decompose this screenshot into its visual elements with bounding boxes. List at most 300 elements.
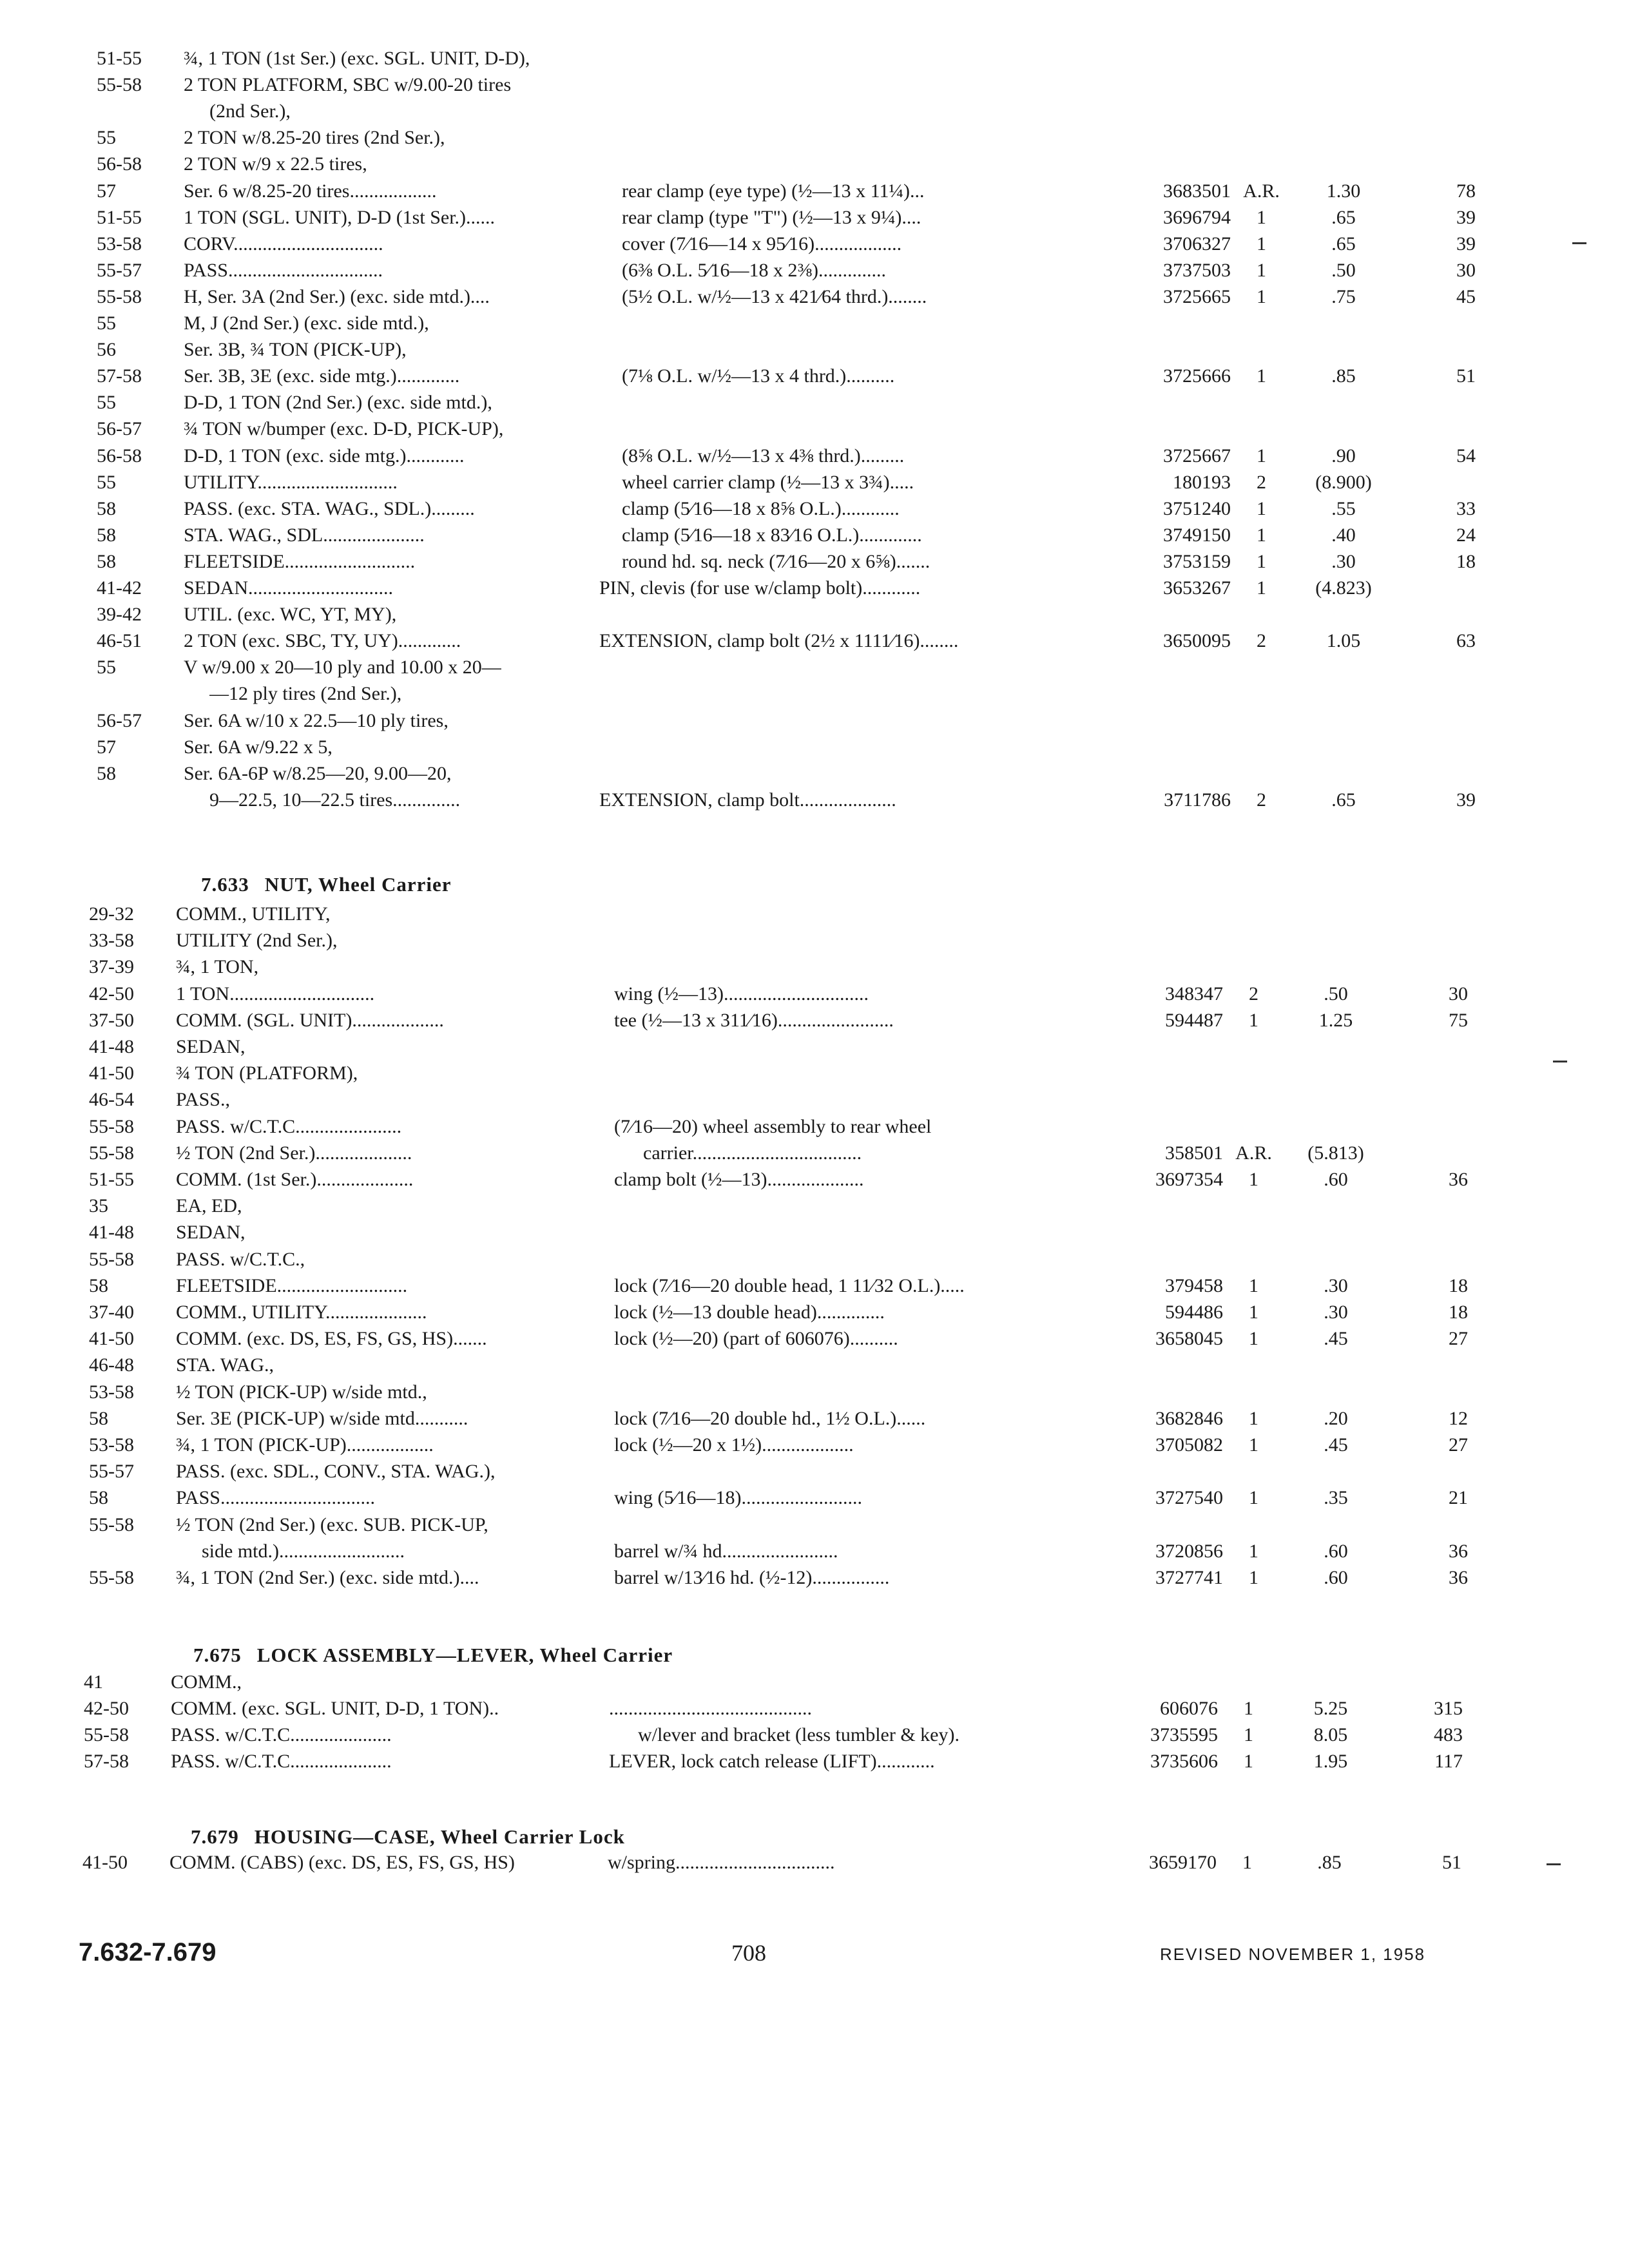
row-part-number: 3658045 [1155, 1328, 1223, 1350]
row-description: PASS., [176, 1089, 230, 1111]
table-row [0, 1722, 1616, 1749]
row-year: 39-42 [97, 604, 142, 626]
row-price: .50 [1324, 983, 1348, 1004]
row-labor: 63 [1456, 630, 1476, 652]
table-row [0, 443, 1629, 470]
row-labor: 27 [1449, 1328, 1468, 1350]
row-labor: 30 [1449, 983, 1468, 1004]
row-price: .30 [1324, 1302, 1348, 1323]
section-title: HOUSING—CASE, Wheel Carrier Lock [254, 1825, 625, 1848]
row-description: D-D, 1 TON (2nd Ser.) (exc. side mtd.), [184, 392, 492, 414]
row-description: COMM., [171, 1671, 242, 1693]
table-row [0, 760, 1629, 787]
row-year: 51-55 [89, 1169, 134, 1190]
row-year: 58 [89, 1407, 108, 1429]
row-description: 2 TON w/9 x 22.5 tires, [184, 153, 367, 175]
table-row [0, 1512, 1621, 1539]
row-year: 55 [97, 471, 116, 493]
row-part-number: 3727741 [1155, 1567, 1223, 1588]
table-row [0, 178, 1629, 205]
row-description: EA, ED, [176, 1195, 242, 1217]
margin-mark [1547, 1863, 1561, 1865]
table-row [0, 1849, 1615, 1876]
row-year: 56 [97, 339, 116, 361]
row-price: 1.05 [1326, 630, 1361, 652]
table-row [0, 151, 1629, 178]
row-labor: 36 [1449, 1567, 1468, 1588]
table-row [0, 1219, 1621, 1246]
row-part-number: 3725667 [1163, 445, 1231, 466]
row-part-number: 3653267 [1163, 577, 1231, 599]
row-part-number: 3725665 [1163, 285, 1231, 307]
row-labor: 45 [1456, 285, 1476, 307]
row-description: COMM., UTILITY, [176, 903, 331, 925]
section-title: LOCK ASSEMBLY—LEVER, Wheel Carrier [256, 1644, 673, 1666]
row-part-description: lock (7⁄16—20 double hd., 1½ O.L.)...... [614, 1407, 926, 1429]
row-price: .40 [1331, 524, 1356, 546]
row-labor: 36 [1449, 1540, 1468, 1562]
table-row [0, 469, 1629, 496]
row-price: .35 [1324, 1487, 1348, 1509]
row-description: COMM. (exc. DS, ES, FS, GS, HS)....... [176, 1328, 487, 1350]
table-row [0, 1325, 1621, 1352]
table-row [0, 1060, 1621, 1087]
row-part-number: 3753159 [1163, 550, 1231, 572]
row-year: 57 [97, 180, 116, 202]
row-year: 55-57 [89, 1461, 134, 1483]
table-row [0, 1748, 1616, 1775]
table-row [0, 389, 1629, 416]
row-description: CORV............................... [184, 233, 383, 255]
row-labor: 39 [1456, 206, 1476, 228]
row-part-number: 3749150 [1163, 524, 1231, 546]
row-description: STA. WAG., [176, 1354, 275, 1376]
row-price: 1.95 [1313, 1751, 1348, 1772]
table-row [0, 575, 1629, 602]
row-description: ¾ TON (PLATFORM), [176, 1062, 358, 1084]
row-year: 42-50 [84, 1698, 129, 1719]
row-year: 55-58 [97, 74, 142, 96]
row-year: 55 [97, 127, 116, 149]
row-quantity: 2 [1257, 471, 1266, 493]
table-row [0, 257, 1629, 284]
table-row [0, 1273, 1621, 1300]
table-row [0, 1538, 1621, 1565]
table-row [0, 901, 1621, 928]
row-labor: 51 [1442, 1852, 1461, 1873]
row-year: 56-57 [97, 418, 142, 440]
table-row [0, 231, 1629, 258]
row-year: 41-50 [89, 1328, 134, 1350]
section-range: 7.632-7.679 [79, 1938, 217, 1966]
table-row [0, 927, 1621, 954]
table-row [0, 495, 1629, 523]
table-row [0, 1352, 1621, 1379]
row-year: 56-58 [97, 445, 142, 466]
table-row [0, 981, 1621, 1008]
table-row [0, 1299, 1621, 1326]
row-year: 58 [97, 550, 116, 572]
row-part-number: 3682846 [1155, 1407, 1223, 1429]
row-labor: 36 [1449, 1169, 1468, 1190]
row-description: Ser. 6A w/9.22 x 5, [184, 736, 333, 758]
row-part-number: 3696794 [1163, 206, 1231, 228]
row-price: .65 [1331, 206, 1356, 228]
row-part-description: wing (5⁄16—18)......................... [614, 1487, 862, 1509]
row-year: 58 [89, 1274, 108, 1296]
row-price: .85 [1317, 1852, 1342, 1873]
section-header-housing [191, 1823, 625, 1850]
row-year: 53-58 [97, 233, 142, 255]
row-description: ½ TON (2nd Ser.).................... [176, 1142, 412, 1164]
section-title: NUT, Wheel Carrier [264, 873, 452, 896]
table-row [0, 1113, 1621, 1140]
row-quantity: 1 [1249, 1567, 1258, 1588]
row-part-number: 3711786 [1164, 789, 1231, 811]
row-part-number: 3720856 [1155, 1540, 1223, 1562]
row-part-number: 3727540 [1155, 1487, 1223, 1509]
row-description: M, J (2nd Ser.) (exc. side mtd.), [184, 312, 429, 334]
row-quantity: 1 [1249, 1274, 1258, 1296]
row-part-number: 3737503 [1163, 259, 1231, 281]
table-row [0, 628, 1629, 655]
table-row [0, 1458, 1621, 1485]
table-row [0, 1564, 1621, 1591]
row-description: PASS. w/C.T.C..................... [171, 1724, 392, 1745]
row-description: Ser. 6 w/8.25-20 tires.................. [184, 180, 437, 202]
table-row [0, 1086, 1621, 1113]
row-description: SEDAN.............................. [184, 577, 394, 599]
table-row [0, 204, 1629, 231]
row-part-number: 3725666 [1163, 365, 1231, 387]
row-year: 46-48 [89, 1354, 134, 1376]
row-year: 53-58 [89, 1434, 134, 1456]
row-labor: 24 [1456, 524, 1476, 546]
row-description: SEDAN, [176, 1222, 246, 1244]
row-labor: 27 [1449, 1434, 1468, 1456]
row-description: COMM. (CABS) (exc. DS, ES, FS, GS, HS) [169, 1852, 515, 1873]
table-row [0, 680, 1629, 707]
row-labor: 18 [1449, 1302, 1468, 1323]
revision-date: REVISED NOVEMBER 1, 1958 [1160, 1945, 1426, 1964]
row-year: 55 [97, 392, 116, 414]
row-part-number: 594487 [1165, 1009, 1223, 1031]
row-quantity: 1 [1257, 445, 1266, 466]
row-part-description: PIN, clevis (for use w/clamp bolt)............ [599, 577, 921, 599]
row-description: UTIL. (exc. WC, YT, MY), [184, 604, 397, 626]
row-year: 55-58 [89, 1115, 134, 1137]
table-row [0, 954, 1621, 981]
row-description: 2 TON PLATFORM, SBC w/9.00-20 tires [184, 74, 512, 96]
row-price: 1.30 [1326, 180, 1361, 202]
table-row [0, 548, 1629, 575]
row-year: 58 [97, 497, 116, 519]
row-price: .75 [1331, 285, 1356, 307]
row-part-description: (7⅛ O.L. w/½—13 x 4 thrd.).......... [622, 365, 895, 387]
table-row [0, 522, 1629, 549]
row-year: 56-58 [97, 153, 142, 175]
section-code: 7.633 [201, 873, 249, 896]
row-description: SEDAN, [176, 1036, 246, 1057]
row-quantity: 1 [1242, 1852, 1252, 1873]
row-year: 58 [89, 1487, 108, 1509]
row-quantity: 1 [1249, 1434, 1258, 1456]
table-row [0, 1405, 1621, 1432]
row-year: 41 [84, 1671, 103, 1693]
row-description: COMM. (exc. SGL. UNIT, D-D, 1 TON).. [171, 1698, 499, 1719]
row-description: 2 TON w/8.25-20 tires (2nd Ser.), [184, 127, 445, 149]
section-header-lock-assembly [193, 1642, 673, 1669]
row-price: (4.823) [1315, 577, 1372, 599]
row-part-number: 606076 [1160, 1698, 1218, 1719]
row-quantity: 1 [1244, 1724, 1253, 1745]
row-description: COMM. (1st Ser.).................... [176, 1169, 414, 1190]
table-row [0, 336, 1629, 363]
row-description: ½ TON (PICK-UP) w/side mtd., [176, 1381, 427, 1403]
row-year: 55-58 [89, 1142, 134, 1164]
row-price: .50 [1331, 259, 1356, 281]
table-row [0, 72, 1629, 99]
row-part-number: 3706327 [1163, 233, 1231, 255]
row-quantity: 1 [1257, 497, 1266, 519]
row-part-description: (8⅝ O.L. w/½—13 x 4⅜ thrd.)......... [622, 445, 905, 466]
row-labor: 51 [1456, 365, 1476, 387]
row-year: 56-57 [97, 709, 142, 731]
row-quantity: 1 [1249, 1169, 1258, 1190]
row-description: PASS. w/C.T.C...................... [176, 1115, 402, 1137]
row-year: 53-58 [89, 1381, 134, 1403]
row-year: 41-50 [82, 1852, 128, 1873]
row-part-number: 348347 [1165, 983, 1223, 1004]
row-quantity: 1 [1257, 524, 1266, 546]
row-price: 8.05 [1313, 1724, 1348, 1745]
row-description: PASS. (exc. SDL., CONV., STA. WAG.), [176, 1461, 496, 1483]
row-part-description: LEVER, lock catch release (LIFT)............ [609, 1751, 935, 1772]
table-row [0, 707, 1629, 735]
table-row [0, 1432, 1621, 1459]
row-price: .45 [1324, 1328, 1348, 1350]
row-year: 55-58 [89, 1248, 134, 1270]
row-description: ¾, 1 TON (PICK-UP).................. [176, 1434, 434, 1456]
row-part-description: (5½ O.L. w/½—13 x 421⁄64 thrd.)........ [622, 285, 927, 307]
row-part-description: lock (½—20) (part of 606076).......... [614, 1328, 898, 1350]
row-quantity: 2 [1249, 983, 1258, 1004]
row-description: FLEETSIDE........................... [184, 550, 416, 572]
row-part-description: rear clamp (type "T") (½—13 x 9¼).... [622, 206, 921, 228]
row-year: 41-42 [97, 577, 142, 599]
row-quantity: 2 [1257, 789, 1266, 811]
row-year: 55-58 [84, 1724, 129, 1745]
row-description: D-D, 1 TON (exc. side mtg.)............ [184, 445, 465, 466]
row-description: COMM. (SGL. UNIT)................... [176, 1009, 444, 1031]
row-description: UTILITY (2nd Ser.), [176, 930, 338, 952]
row-description: H, Ser. 3A (2nd Ser.) (exc. side mtd.).... [184, 285, 490, 307]
row-quantity: 1 [1249, 1487, 1258, 1509]
row-price: .45 [1324, 1434, 1348, 1456]
row-part-description: clamp bolt (½—13).................... [614, 1169, 864, 1190]
row-quantity: 1 [1257, 285, 1266, 307]
row-quantity: 2 [1257, 630, 1266, 652]
row-part-description: lock (½—20 x 1½)................... [614, 1434, 854, 1456]
row-quantity: 1 [1249, 1540, 1258, 1562]
row-year: 46-51 [97, 630, 142, 652]
table-row [0, 787, 1629, 814]
row-quantity: A.R. [1235, 1142, 1272, 1164]
row-description: ½ TON (2nd Ser.) (exc. SUB. PICK-UP, [176, 1514, 488, 1535]
row-description: V w/9.00 x 20—10 ply and 10.00 x 20— [184, 657, 501, 678]
table-row [0, 1379, 1621, 1406]
table-row [0, 416, 1629, 443]
row-quantity: A.R. [1243, 180, 1280, 202]
row-labor: 18 [1456, 550, 1476, 572]
row-quantity: 1 [1249, 1407, 1258, 1429]
row-price: .60 [1324, 1169, 1348, 1190]
table-row [0, 284, 1629, 311]
row-year: 55-57 [97, 259, 142, 281]
row-quantity: 1 [1257, 259, 1266, 281]
table-row [0, 654, 1629, 681]
row-price: .65 [1331, 789, 1356, 811]
row-part-number: 3751240 [1163, 497, 1231, 519]
row-description: PASS. w/C.T.C., [176, 1248, 305, 1270]
row-part-number: 3650095 [1163, 630, 1231, 652]
row-part-description: carrier................................... [643, 1142, 862, 1164]
row-part-description: (6⅜ O.L. 5⁄16—18 x 2⅜).............. [622, 259, 886, 281]
row-quantity: 1 [1257, 233, 1266, 255]
row-description: ¾, 1 TON (1st Ser.) (exc. SGL. UNIT, D-D), [184, 48, 530, 69]
row-year: 37-39 [89, 956, 134, 978]
row-part-number: 594486 [1165, 1302, 1223, 1323]
table-row [0, 1246, 1621, 1273]
row-price: (5.813) [1307, 1142, 1364, 1164]
table-row [0, 1695, 1616, 1722]
row-labor: 117 [1434, 1751, 1463, 1772]
section-code: 7.675 [193, 1644, 242, 1666]
row-price: (8.900) [1315, 471, 1372, 493]
row-labor: 12 [1449, 1407, 1468, 1429]
row-year: 57-58 [97, 365, 142, 387]
table-row [0, 1007, 1621, 1034]
row-description: (2nd Ser.), [209, 101, 291, 122]
row-part-description: w/spring................................. [608, 1852, 835, 1873]
row-description: side mtd.).......................... [202, 1540, 405, 1562]
row-year: 57 [97, 736, 116, 758]
row-year: 57-58 [84, 1751, 129, 1772]
row-part-number: 3735595 [1150, 1724, 1218, 1745]
row-year: 42-50 [89, 983, 134, 1004]
row-labor: 21 [1449, 1487, 1468, 1509]
row-description: PASS. (exc. STA. WAG., SDL.)......... [184, 497, 475, 519]
row-labor: 39 [1456, 233, 1476, 255]
row-price: .55 [1331, 497, 1356, 519]
row-price: 5.25 [1313, 1698, 1348, 1719]
row-year: 41-50 [89, 1062, 134, 1084]
row-price: .30 [1331, 550, 1356, 572]
row-part-number: 3735606 [1150, 1751, 1218, 1772]
row-part-description: wing (½—13).............................. [614, 983, 869, 1004]
row-labor: 315 [1434, 1698, 1463, 1719]
page-number: 708 [731, 1940, 766, 1966]
row-labor: 39 [1456, 789, 1476, 811]
row-labor: 54 [1456, 445, 1476, 466]
row-labor: 30 [1456, 259, 1476, 281]
row-quantity: 1 [1249, 1328, 1258, 1350]
row-year: 37-40 [89, 1302, 134, 1323]
table-row [0, 124, 1629, 151]
row-part-description: cover (7⁄16—14 x 95⁄16).................. [622, 233, 902, 255]
row-part-description: EXTENSION, clamp bolt.................... [599, 789, 896, 811]
row-part-description: clamp (5⁄16—18 x 83⁄16 O.L.)............. [622, 524, 922, 546]
row-part-description: barrel w/13⁄16 hd. (½-12)................ [614, 1567, 890, 1588]
row-price: .90 [1331, 445, 1356, 466]
table-row [0, 1140, 1621, 1167]
margin-mark [1572, 242, 1586, 244]
row-price: .65 [1331, 233, 1356, 255]
row-part-description: clamp (5⁄16—18 x 8⅝ O.L.)............ [622, 497, 900, 519]
row-year: 51-55 [97, 206, 142, 228]
row-part-description: rear clamp (eye type) (½—13 x 11¼)... [622, 180, 925, 202]
row-labor: 33 [1456, 497, 1476, 519]
row-description: ¾, 1 TON (2nd Ser.) (exc. side mtd.).... [176, 1567, 479, 1588]
row-year: 51-55 [97, 48, 142, 69]
table-row [0, 1193, 1621, 1220]
row-year: 33-58 [89, 930, 134, 952]
row-part-description: round hd. sq. neck (7⁄16—20 x 6⅝)....... [622, 550, 930, 572]
row-part-number: 3697354 [1155, 1169, 1223, 1190]
row-year: 55 [97, 312, 116, 334]
table-row [0, 98, 1629, 125]
row-description: FLEETSIDE........................... [176, 1274, 408, 1296]
row-description: STA. WAG., SDL..................... [184, 524, 425, 546]
row-part-number: 3659170 [1149, 1852, 1217, 1873]
row-labor: 78 [1456, 180, 1476, 202]
row-description: 9—22.5, 10—22.5 tires.............. [209, 789, 461, 811]
row-description: Ser. 6A w/10 x 22.5—10 ply tires, [184, 709, 448, 731]
row-part-description: wheel carrier clamp (½—13 x 3¾)..... [622, 471, 914, 493]
row-description: ¾ TON w/bumper (exc. D-D, PICK-UP), [184, 418, 504, 440]
row-year: 58 [97, 762, 116, 784]
row-description: 2 TON (exc. SBC, TY, UY)............. [184, 630, 461, 652]
table-row [0, 363, 1629, 390]
row-year: 41-48 [89, 1222, 134, 1244]
row-part-description: tee (½—13 x 311⁄16)........................ [614, 1009, 894, 1031]
table-row [0, 1033, 1621, 1061]
table-row [0, 1669, 1616, 1696]
row-part-number: 3705082 [1155, 1434, 1223, 1456]
row-quantity: 1 [1249, 1302, 1258, 1323]
row-part-description: (7⁄16—20) wheel assembly to rear wheel [614, 1115, 932, 1137]
row-part-description: lock (½—13 double head).............. [614, 1302, 885, 1323]
row-part-description: barrel w/¾ hd........................ [614, 1540, 838, 1562]
row-description: Ser. 3E (PICK-UP) w/side mtd........... [176, 1407, 468, 1429]
table-row [0, 601, 1629, 628]
row-quantity: 1 [1257, 365, 1266, 387]
row-year: 55-58 [89, 1514, 134, 1535]
row-part-number: 379458 [1165, 1274, 1223, 1296]
row-year: 35 [89, 1195, 108, 1217]
row-year: 41-48 [89, 1036, 134, 1057]
table-row [0, 1166, 1621, 1193]
row-year: 37-50 [89, 1009, 134, 1031]
row-labor: 75 [1449, 1009, 1468, 1031]
row-description: UTILITY............................. [184, 471, 398, 493]
row-year: 29-32 [89, 903, 134, 925]
row-description: PASS. w/C.T.C..................... [171, 1751, 392, 1772]
table-row [0, 310, 1629, 337]
row-price: .30 [1324, 1274, 1348, 1296]
row-year: 46-54 [89, 1089, 134, 1111]
row-part-number: 180193 [1173, 471, 1231, 493]
